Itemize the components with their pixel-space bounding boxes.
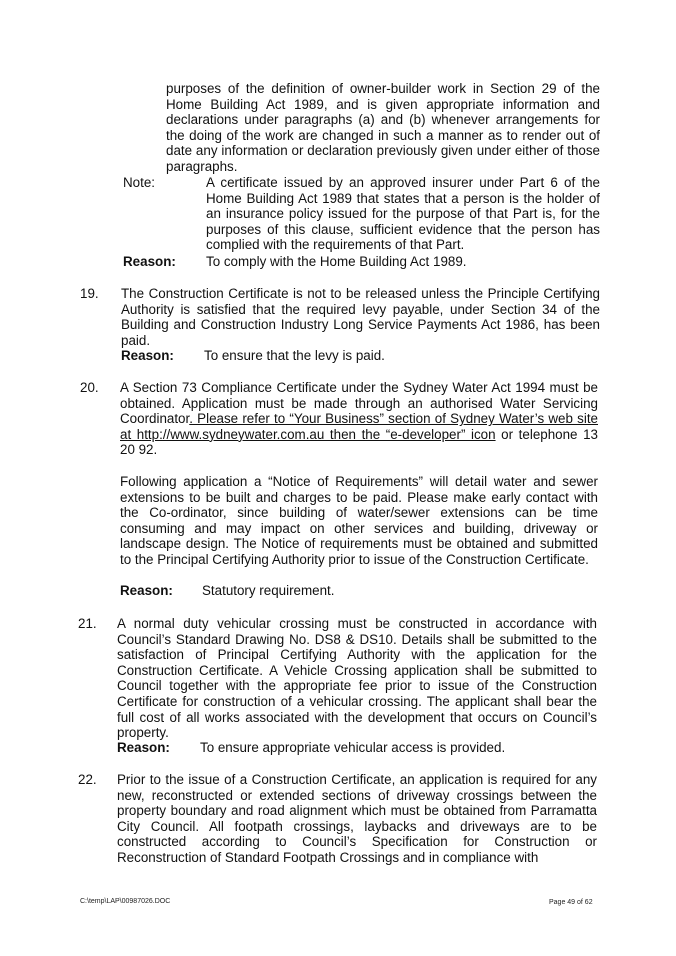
note-label: Note: — [123, 175, 156, 190]
item-text-post: or telephone 13 20 92. — [120, 426, 598, 458]
item-text: Prior to the issue of a Construction Certificate, an application is required for any new, reconstructed or extended sections of driveway crossings between the property boundary and road alignment which must be obtained from Parramatta City Council. All footpath crossings, laybacks and driveways are to be constructed according to Council’s Specification for Construction or Reconstruction of Standard Footpath Crossings and in compliance with — [117, 772, 597, 865]
item-number: 22. — [78, 772, 97, 787]
reason-text: To comply with the Home Building Act 1989. — [206, 254, 467, 269]
reason-label: Reason: — [120, 583, 173, 598]
item-text-pre: A Section 73 Compliance Certificate under the Sydney Water Act 1994 must be obtained. Application must be made through an authorised Water Servicing Coordinator — [120, 380, 598, 427]
note-text: A certificate issued by an approved insurer under Part 6 of the Home Building Act 1989 that states that a person is the holder of an insurance policy issued for the purpose of that Part is, for the purposes of this clause, sufficient evidence that the person has complied with the requirements of that Part. — [206, 175, 600, 253]
continuation-paragraph: purposes of the definition of owner-builder work in Section 29 of the Home Building Act 1989, and is given appropriate information and declarations under paragraphs (a) and (b) whenever arrangements for the doing of the work are changed in such a manner as to render out of date any information or declaration previously given under either of those paragraphs. — [166, 81, 600, 174]
reason-text: To ensure appropriate vehicular access is provided. — [200, 740, 506, 755]
reason-label: Reason: — [123, 254, 176, 269]
reason-label: Reason: — [121, 348, 174, 363]
item-text: The Construction Certificate is not to be released unless the Principle Certifying Authority is satisfied that the required levy payable, under Section 34 of the Building and Construction Industry Long Service Payments Act 1986, has been paid. — [121, 286, 600, 348]
item-text: A normal duty vehicular crossing must be constructed in accordance with Council’s Standard Drawing No. DS8 & DS10. Details shall be submitted to the satisfaction of Principal Certifying Authority with the application for the Construction Certificate. A Vehicle Crossing application shall be submitted to Council together with the appropriate fee prior to issue of the Construction Certificate for construction of a vehicular crossing. The applicant shall bear the full cost of all works associated with the development that occurs on Council’s property. — [117, 616, 597, 741]
item-text-continued: Following application a “Notice of Requirements” will detail water and sewer extensions to be built and charges to be paid. Please make early contact with the Co-ordinator, since building of water/sewer extensions can be time consuming and may impact on other services and building, driveway or landscape design. The Notice of requirements must be obtained and submitted to the Principal Certifying Authority prior to issue of the Construction Certificate. — [120, 474, 598, 567]
item-number: 21. — [78, 616, 97, 631]
reason-label: Reason: — [117, 740, 170, 755]
reason-text: Statutory requirement. — [202, 583, 335, 598]
reason-text: To ensure that the levy is paid. — [204, 348, 385, 363]
footer-page-number: Page 49 of 62 — [549, 899, 593, 906]
footer-file-path: C:\temp\LAP\00987026.DOC — [80, 898, 171, 905]
item-text — [120, 380, 598, 458]
item-number: 19. — [80, 286, 99, 301]
item-number: 20. — [80, 380, 99, 395]
sydney-water-link[interactable]: . Please refer to “Your Business” section of Sydney Water’s web site at http://www.sydneywater.com.au then the “e-developer” icon — [120, 411, 598, 442]
